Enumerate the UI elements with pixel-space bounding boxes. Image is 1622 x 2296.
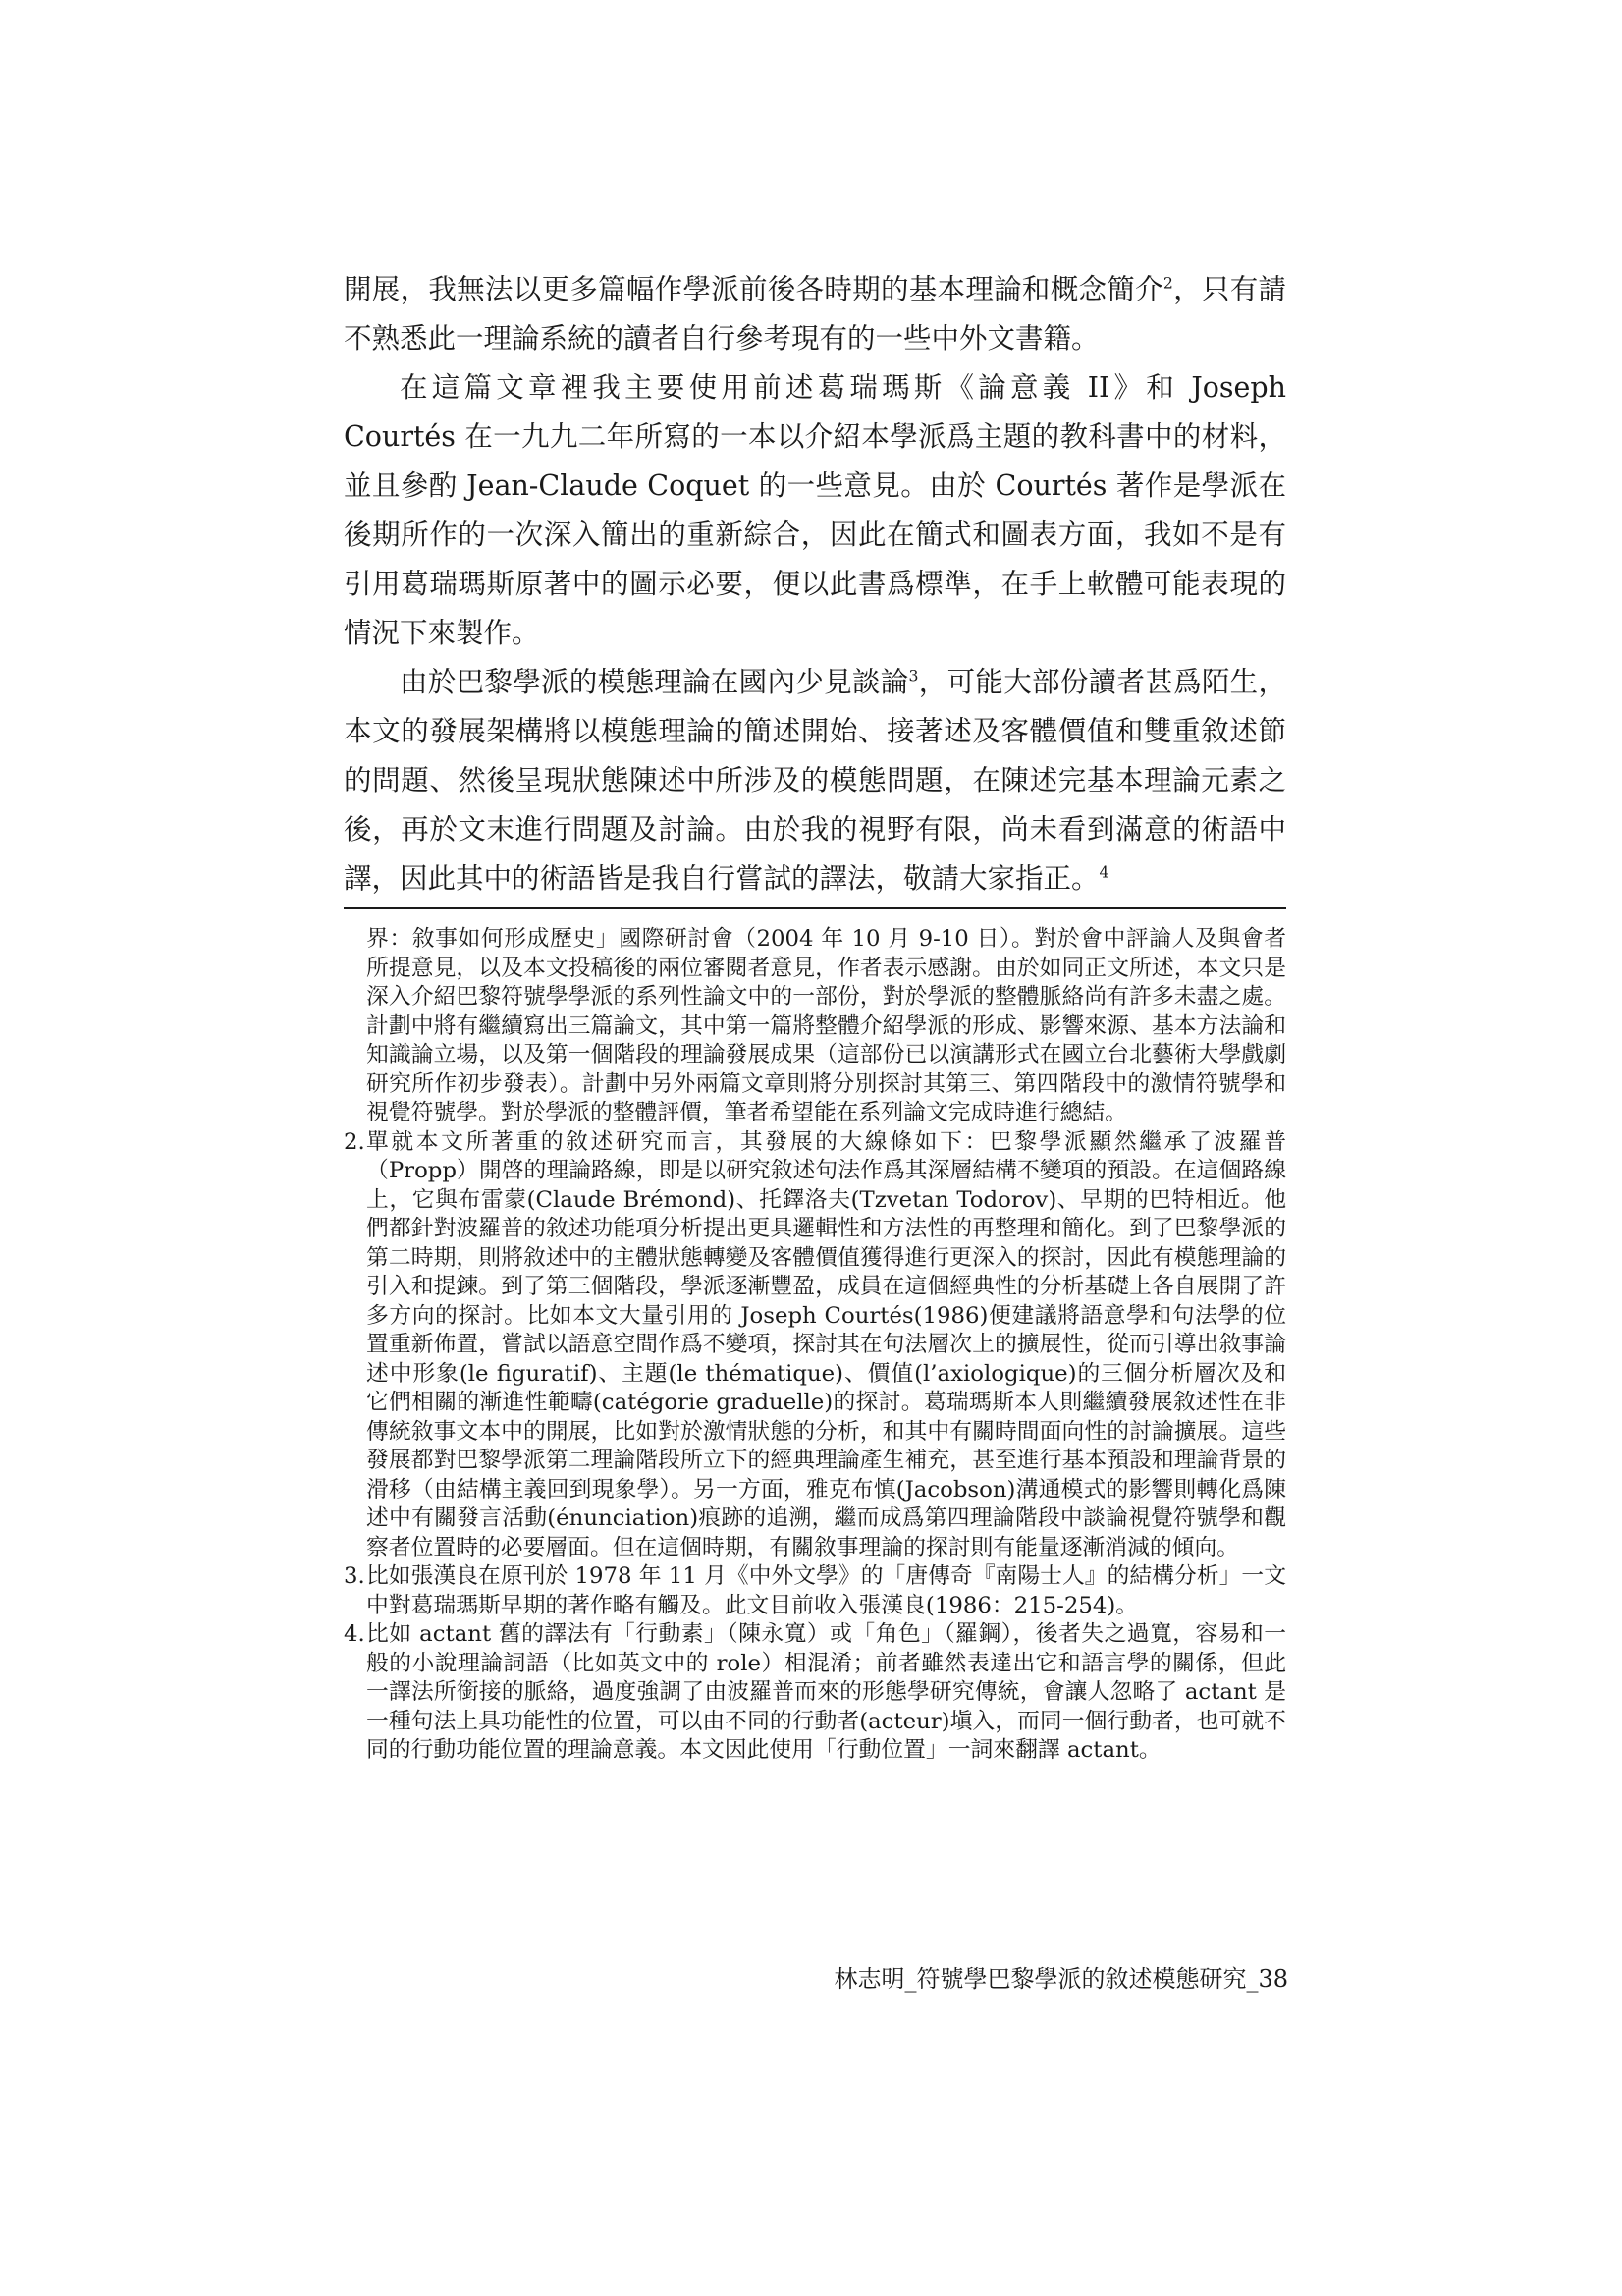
footnote-3-text: 比如張漢良在原刊於 1978 年 11 月《中外文學》的「唐傳奇『南陽士人』的結構分析」一文中對葛瑞瑪斯早期的著作略有觸及。此文目前收入張漢良(1986：215-254)。 bbox=[366, 1563, 1286, 1618]
footnote-ref-3[interactable]: 3 bbox=[908, 666, 919, 685]
paragraph-3 bbox=[344, 658, 1286, 903]
paragraph-1 bbox=[344, 265, 1286, 363]
paragraph-1-text-b: ，只有請不熟悉此一理論系統的讀者自行參考現有的一些中外文書籍。 bbox=[344, 273, 1286, 355]
footnote-separator-rule bbox=[344, 907, 1286, 909]
footnote-ref-4[interactable]: 4 bbox=[1099, 862, 1109, 882]
footnotes-section bbox=[344, 925, 1286, 1766]
footnote-1-continued: 界：敘事如何形成歷史」國際研討會（2004 年 10 月 9-10 日）。對於會中評論人及與會者所提意見，以及本文投稿後的兩位審閱者意見，作者表示感謝。由於如同正文所述，本文只是深入介紹巴黎符號學學派的系列性論文中的一部份，對於學派的整體脈絡尚有許多未盡之處。計劃中將有繼續寫出三篇論文，其中第一篇將整體介紹學派的形成、影響來源、基本方法論和知識論立場，以及第一個階段的理論發展成果（這部份已以演講形式在國立台北藝術大學戲劇研究所作初步發表）。計劃中另外兩篇文章則將分別探討其第三、第四階段中的激情符號學和視覺符號學。對於學派的整體評價，筆者希望能在系列論文完成時進行總結。 bbox=[366, 926, 1286, 1125]
main-body-text bbox=[344, 265, 1286, 903]
footnote-2-text: 單就本文所著重的敘述研究而言，其發展的大線條如下：巴黎學派顯然繼承了波羅普（Propp）開啓的理論路線，即是以研究敘述句法作爲其深層結構不變項的預設。在這個路線上，它與布雷蒙(Claude Brémond)、托鐸洛夫(Tzvetan Todorov)、早期的巴特相近。他們都針對波羅普的敘述功能項分析提出更具邏輯性和方法性的再整理和簡化。到了巴黎學派的第二時期，則將敘述中的主體狀態轉變及客體價值獲得進行更深入的探討，因此有模態理論的引入和提鍊。到了第三個階段，學派逐漸豐盈，成員在這個經典性的分析基礎上各自展開了許多方向的探討。比如本文大量引用的 Joseph Courtés(1986)便建議將語意學和句法學的位置重新佈置，嘗試以語意空間作爲不變項，探討其在句法層次上的擴展性，從而引導出敘事論述中形象(le figuratif)、主題(le thématique)、價值(l’axiologique)的三個分析層次及和它們相關的漸進性範疇(catégorie graduelle)的探討。葛瑞瑪斯本人則繼續發展敘述性在非傳統敘事文本中的開展，比如對於激情狀態的分析，和其中有關時間面向性的討論擴展。這些發展都對巴黎學派第二理論階段所立下的經典理論產生補充，甚至進行基本預設和理論背景的滑移（由結構主義回到現象學）。另一方面，雅克布慎(Jacobson)溝通模式的影響則轉化爲陳述中有關發言活動(énunciation)痕跡的追溯，繼而成爲第四理論階段中談論視覺符號學和觀察者位置時的必要層面。但在這個時期，有關敘事理論的探討則有能量逐漸消減的傾向。 bbox=[366, 1128, 1286, 1560]
footnote-4 bbox=[344, 1620, 1286, 1766]
paragraph-3-text-b: ，可能大部份讀者甚爲陌生，本文的發展架構將以模態理論的簡述開始、接著述及客體價值和雙重敘述節的問題、然後呈現狀態陳述中所涉及的模態問題，在陳述完基本理論元素之後，再於文末進行問題及討論。由於我的視野有限，尚未看到滿意的術語中譯，因此其中的術語皆是我自行嘗試的譯法，敬請大家指正。 bbox=[344, 666, 1286, 895]
paragraph-2: 在這篇文章裡我主要使用前述葛瑞瑪斯《論意義 II》和 Joseph Courtés 在一九九二年所寫的一本以介紹本學派爲主題的教科書中的材料，並且參酌 Jean-Claude Coquet 的一些意見。由於 Courtés 著作是學派在後期所作的一次深入簡出的重新綜合，因此在簡式和圖表方面，我如不是有引用葛瑞瑪斯原著中的圖示必要，便以此書爲標準，在手上軟體可能表現的情況下來製作。 bbox=[344, 371, 1286, 649]
footnote-4-number: 4. bbox=[344, 1621, 365, 1647]
paragraph-3-text-a: 由於巴黎學派的模態理論在國內少見談論 bbox=[400, 666, 909, 698]
footnote-3-number: 3. bbox=[344, 1563, 365, 1589]
paragraph-1-text-a: 開展，我無法以更多篇幅作學派前後各時期的基本理論和概念簡介 bbox=[344, 273, 1163, 305]
footnote-3 bbox=[344, 1562, 1286, 1620]
footnote-2-number: 2. bbox=[344, 1128, 365, 1155]
footnote-4-text: 比如 actant 舊的譯法有「行動素」（陳永寬）或「角色」（羅鋼），後者失之過寬，容易和一般的小說理論詞語（比如英文中的 role）相混淆；前者雖然表達出它和語言學的關係，但此一譯法所銜接的脈絡，過度強調了由波羅普而來的形態學研究傳統，會讓人忽略了 actant 是一種句法上具功能性的位置，可以由不同的行動者(acteur)塡入，而同一個行動者，也可就不同的行動功能位置的理論意義。本文因此使用「行動位置」一詞來翻譯 actant。 bbox=[366, 1621, 1286, 1763]
footnote-ref-2[interactable]: 2 bbox=[1162, 273, 1173, 293]
page-footer: 林志明_符號學巴黎學派的敘述模態研究_38 bbox=[834, 1965, 1288, 1993]
footnote-2 bbox=[344, 1128, 1286, 1563]
